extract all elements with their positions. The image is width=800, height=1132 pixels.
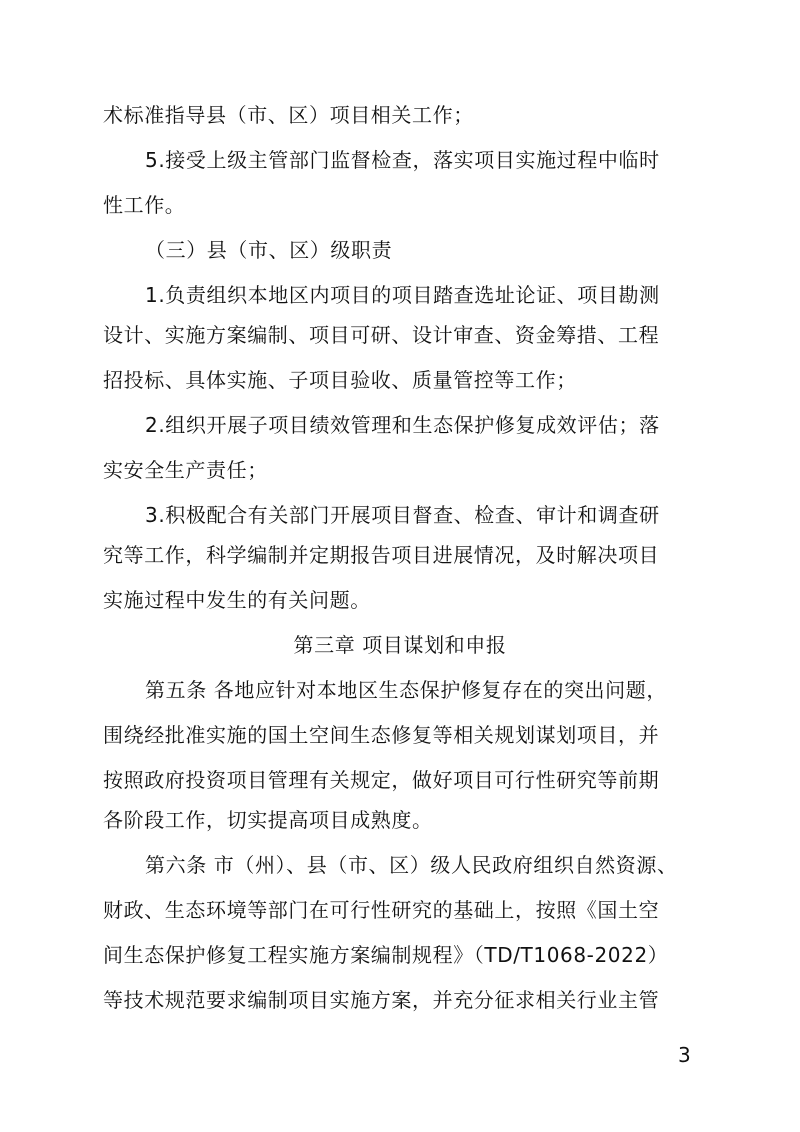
text-line: 招投标、具体实施、子项目验收、质量管控等工作； (103, 368, 577, 392)
text-line: 等技术规范要求编制项目实施方案，并充分征求相关行业主管 (103, 988, 660, 1012)
text-line: 设计、实施方案编制、项目可研、设计审查、资金筹措、工程 (103, 323, 660, 347)
text-line: 围绕经批准实施的国土空间生态修复等相关规划谋划项目，并 (103, 723, 660, 747)
text-line: 第六条 市（州）、县（市、区）级人民政府组织自然资源、 (145, 853, 678, 877)
chapter-heading: 第三章 项目谋划和申报 (293, 633, 507, 657)
text-line: 究等工作，科学编制并定期报告项目进展情况，及时解决项目 (103, 543, 660, 567)
section-heading: （三）县（市、区）级职责 (145, 238, 393, 262)
text-line: 2.组织开展子项目绩效管理和生态保护修复成效评估；落 (145, 413, 660, 437)
text-line: 按照政府投资项目管理有关规定，做好项目可行性研究等前期 (103, 768, 660, 792)
text-line: 术标准指导县（市、区）项目相关工作； (103, 103, 474, 127)
text-line: 各阶段工作，切实提高项目成熟度。 (103, 808, 433, 832)
text-line: 1.负责组织本地区内项目的项目踏查选址论证、项目勘测 (145, 283, 660, 307)
text-line: 财政、生态环境等部门在可行性研究的基础上，按照《国土空 (103, 898, 660, 922)
text-line: 间生态保护修复工程实施方案编制规程》（TD/T1068-2022） (103, 943, 669, 967)
text-line: 实施过程中发生的有关问题。 (103, 588, 371, 612)
page-number: 3 (678, 1043, 691, 1067)
text-line: 第五条 各地应针对本地区生态保护修复存在的突出问题， (145, 678, 667, 702)
text-line: 性工作。 (103, 193, 186, 217)
text-line: 实安全生产责任； (103, 458, 268, 482)
text-line: 3.积极配合有关部门开展项目督查、检查、审计和调查研 (145, 503, 660, 527)
text-line: 5.接受上级主管部门监督检查，落实项目实施过程中临时 (145, 148, 660, 172)
